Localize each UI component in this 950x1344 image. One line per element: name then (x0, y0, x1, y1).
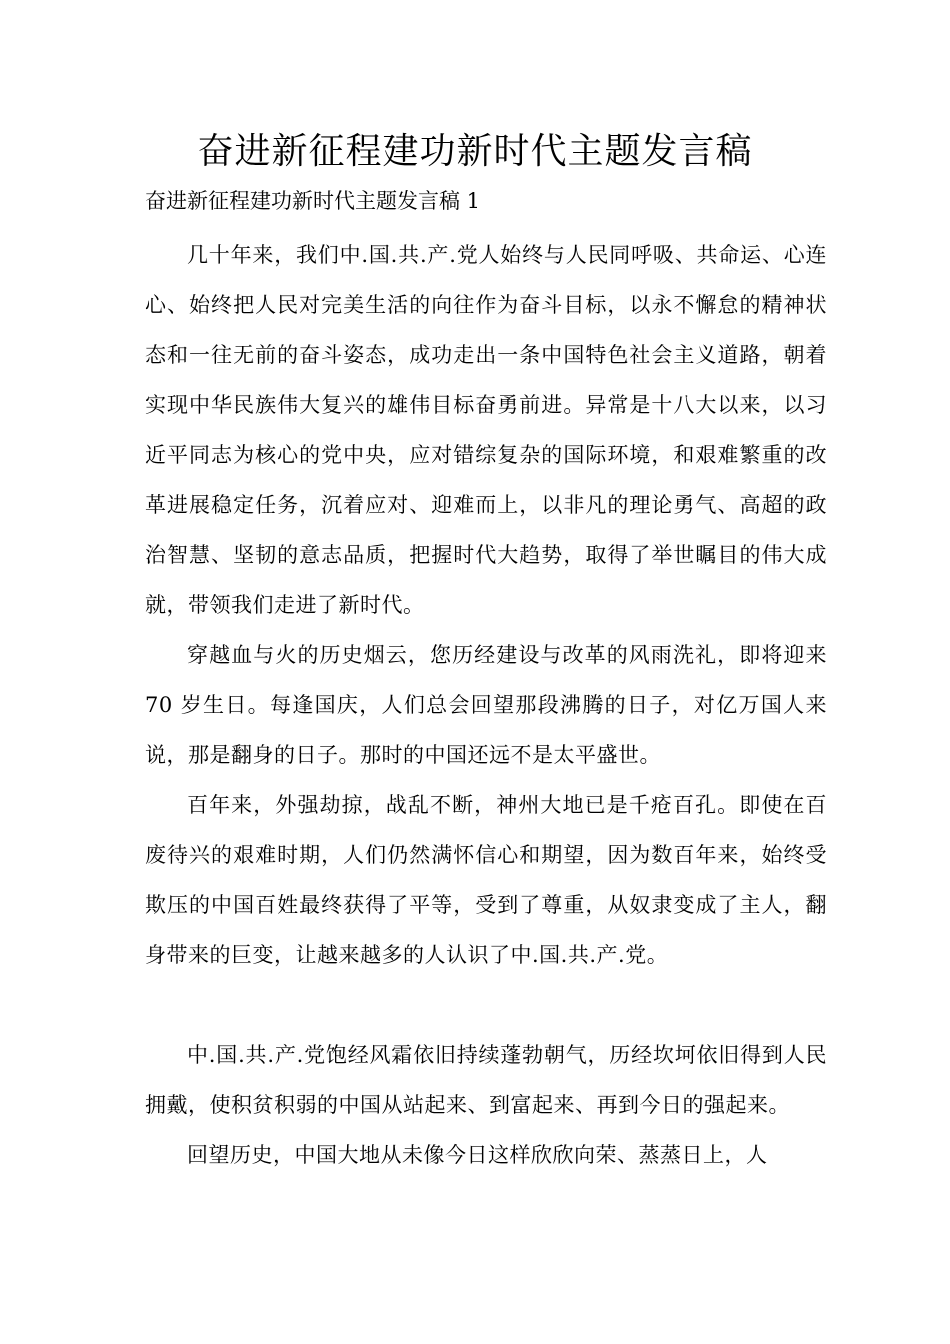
document-body (145, 230, 827, 1180)
paragraph-3: 百年来，外强劫掠，战乱不断，神州大地已是千疮百孔。即使在百废待兴的艰难时期，人们仍然满怀信心和期望，因为数百年来，始终受欺压的中国百姓最终获得了平等，受到了尊重，从奴隶变成了主人，翻身带来的巨变，让越来越多的人认识了中.国.共.产.党。 (145, 793, 827, 967)
paragraph-4: 中.国.共.产.党饱经风霜依旧持续蓬勃朝气，历经坎坷依旧得到人民拥戴，使积贫积弱的中国从站起来、到富起来、再到今日的强起来。 (145, 1043, 827, 1117)
paragraph-1: 几十年来，我们中.国.共.产.党人始终与人民同呼吸、共命运、心连心、始终把人民对完美生活的向往作为奋斗目标，以永不懈怠的精神状态和一往无前的奋斗姿态，成功走出一条中国特色社会主义道路，朝着实现中华民族伟大复兴的雄伟目标奋勇前进。异常是十八大以来，以习近平同志为核心的党中央，应对错综复杂的国际环境，和艰难繁重的改革进展稳定任务，沉着应对、迎难而上，以非凡的理论勇气、高超的政治智慧、坚韧的意志品质，把握时代大趋势，取得了举世瞩目的伟大成就，带领我们走进了新时代。 (145, 243, 827, 617)
paragraph-5: 回望历史，中国大地从未像今日这样欣欣向荣、蒸蒸日上，人 (187, 1143, 768, 1167)
paragraph-2: 穿越血与火的历史烟云，您历经建设与改革的风雨洗礼，即将迎来 70 岁生日。每逢国庆，人们总会回望那段沸腾的日子，对亿万国人来说，那是翻身的日子。那时的中国还远不是太平盛世。 (145, 643, 827, 767)
section-heading: 奋进新征程建功新时代主题发言稿 1 (145, 189, 481, 213)
document-title: 奋进新征程建功新时代主题发言稿 (197, 131, 753, 172)
